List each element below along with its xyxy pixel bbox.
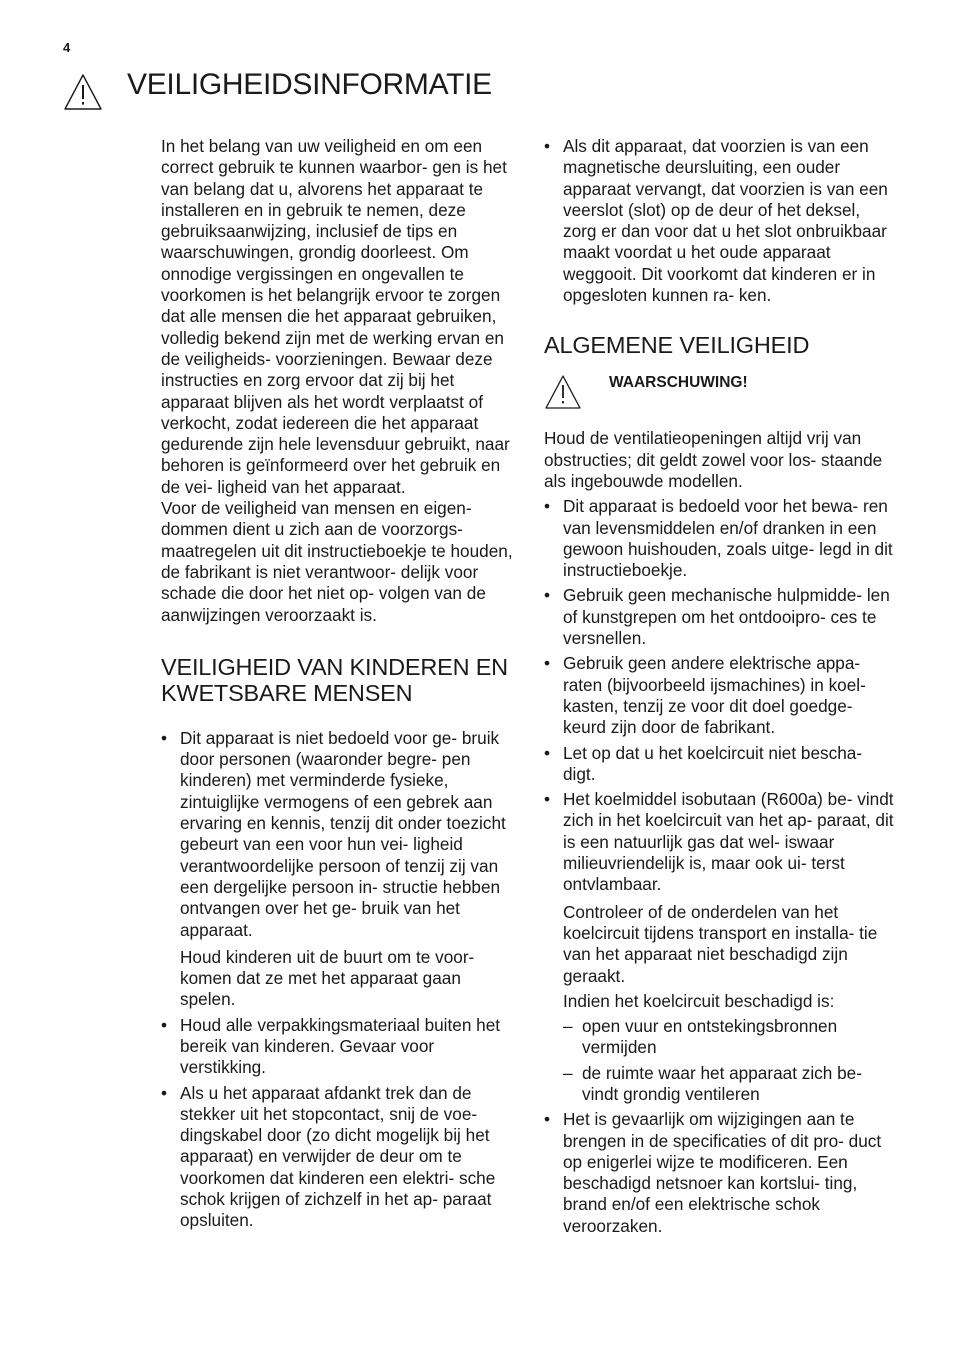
list-item-extra: Houd kinderen uit de buurt om te voor- komen dat ze met het apparaat gaan spelen. — [180, 946, 475, 1010]
warning-label: WAARSCHUWING! — [609, 374, 748, 392]
sub-list-item-text: – de ruimte waar het apparaat zich be- vindt grondig ventileren — [582, 1062, 862, 1104]
list-item-text: • Het is gevaarlijk om wijzigingen aan te brengen in de specificaties of dit pro- duct op enigerlei wijze te modificeren. Een beschadigd netsnoer kan kortslui- ting, brand en/of een elektrische schok veroorzaken. — [563, 1109, 882, 1236]
children-list-continued — [544, 136, 898, 306]
sub-list-item — [563, 1063, 898, 1106]
list-item-text: • Als u het apparaat afdankt trek dan de stekker uit het stopcontact, snij de voe- dingskabel door (zo dicht mogelijk bij het apparaat) en verwijder de deur om te voorkomen dat kinderen een elektri- sche schok krijgen of zichzelf in het ap- paraat opsluiten. — [180, 1082, 496, 1231]
list-item-text: • Gebruik geen mechanische hulpmidde- len of kunstgrepen om het ontdooipro- ces te versnellen. — [563, 585, 890, 649]
right-column — [544, 136, 898, 1237]
warning-triangle-icon — [544, 374, 582, 410]
list-item-extra: Controleer of de onderdelen van het koelcircuit tijdens transport en installa- tie van het apparaat niet beschadigd zijn geraakt. — [563, 901, 878, 986]
left-column — [161, 136, 513, 1232]
sub-list-item-text: – open vuur en ontstekingsbronnen vermijden — [582, 1016, 838, 1058]
list-item — [161, 1015, 513, 1079]
warning-block — [544, 372, 898, 428]
list-item-text: • Gebruik geen andere elektrische appa- raten (bijvoorbeeld ijsmachines) in koel- kasten, tenzij ze voor dit doel goedge- keurd zijn door de fabrikant. — [563, 653, 866, 738]
list-item — [161, 728, 513, 1011]
list-item-text: • Houd alle verpakkingsmateriaal buiten het bereik van kinderen. Gevaar voor verstikking. — [180, 1014, 501, 1078]
list-item-text: • Het koelmiddel isobutaan (R600a) be- vindt zich in het koelcircuit van het ap- paraat, dit is een natuurlijk gas dat wel- iswaar milieuvriendelijk is, maar ook ui- terst ontvlambaar. — [563, 789, 894, 895]
intro-paragraph-1: In het belang van uw veiligheid en om een correct gebruik te kunnen waarbor- gen is het van belang dat u, alvorens het apparaat te installeren en in gebruik te nemen, deze gebruiksaanwijzing, inclusief de tips en waarschuwingen, grondig doorleest. Om onnodige vergissingen en ongevallen te voorkomen is het belangrijk ervoor te zorgen dat alle mensen die het apparaat gebruiken, volledig bekend zijn met de werking ervan en de veiligheids- voorzieningen. Bewaar deze instructies en zorg ervoor dat zij bij het apparaat blijven als het wordt verplaatst of verkocht, zodat iedereen die het apparaat gedurende zijn hele levensduur gebruikt, naar behoren is geïnformeerd over het gebruik en de vei- ligheid van het apparaat. — [161, 136, 510, 497]
warning-triangle-icon — [63, 73, 103, 111]
intro-paragraph-2: Voor de veiligheid van mensen en eigen- dommen dient u zich aan de voorzorgs- maatregelen uit dit instructieboekje te houden, de fabrikant is niet verantwoor- delijk voor schade die door het niet op- volgen van de aanwijzingen veroorzaakt is. — [161, 498, 513, 625]
list-item — [544, 496, 898, 581]
list-item — [161, 1083, 513, 1232]
children-section-heading: VEILIGHEID VAN KINDEREN EN KWETSBARE MENSEN — [161, 653, 508, 706]
page-title: VEILIGHEIDSINFORMATIE — [127, 68, 492, 101]
sub-list-item — [563, 1016, 898, 1059]
list-item-extra: Indien het koelcircuit beschadigd is: — [563, 990, 835, 1011]
title-warning-icon-wrap — [63, 72, 103, 112]
list-item — [544, 1109, 898, 1237]
warning-text: Houd de ventilatieopeningen altijd vrij van obstructies; dit geldt zowel voor los- staande als ingebouwde modellen. — [544, 428, 883, 491]
list-item — [544, 136, 898, 306]
general-list — [544, 496, 898, 1237]
list-item-text: • Dit apparaat is niet bedoeld voor ge- bruik door personen (waaronder begre- pen kinderen) met verminderde fysieke, zintuiglijke vermogens of een gebrek aan ervaring en kennis, tenzij dit onder toezicht gebeurt van een voor hun vei- ligheid verantwoordelijke persoon of tenzij zij van een dergelijke persoon in- structie hebben ontvangen over het ge- bruik van het apparaat. — [180, 727, 506, 940]
general-section-heading: ALGEMENE VEILIGHEID — [544, 332, 810, 359]
list-item — [544, 789, 898, 1105]
list-item — [544, 653, 898, 738]
list-item — [544, 743, 898, 786]
list-item-text: • Als dit apparaat, dat voorzien is van een magnetische deursluiting, een ouder apparaat vervangt, dat voorzien is van een veerslot (slot) op de deur of het deksel, zorg er dan voor dat u het slot onbruikbaar maakt voordat u het oude apparaat weggooit. Dit voorkomt dat kinderen er in opgesloten kunnen ra- ken. — [563, 136, 888, 306]
page-number: 4 — [63, 40, 71, 55]
list-item-text: • Let op dat u het koelcircuit niet bescha- digt. — [563, 742, 863, 784]
list-item — [544, 585, 898, 649]
list-item-text: • Dit apparaat is bedoeld voor het bewa- ren van levensmiddelen en/of dranken in een gewoon huishouden, zoals uitge- legd in dit instructieboekje. — [563, 496, 893, 581]
children-list — [161, 728, 513, 1232]
sub-list — [563, 1016, 898, 1105]
